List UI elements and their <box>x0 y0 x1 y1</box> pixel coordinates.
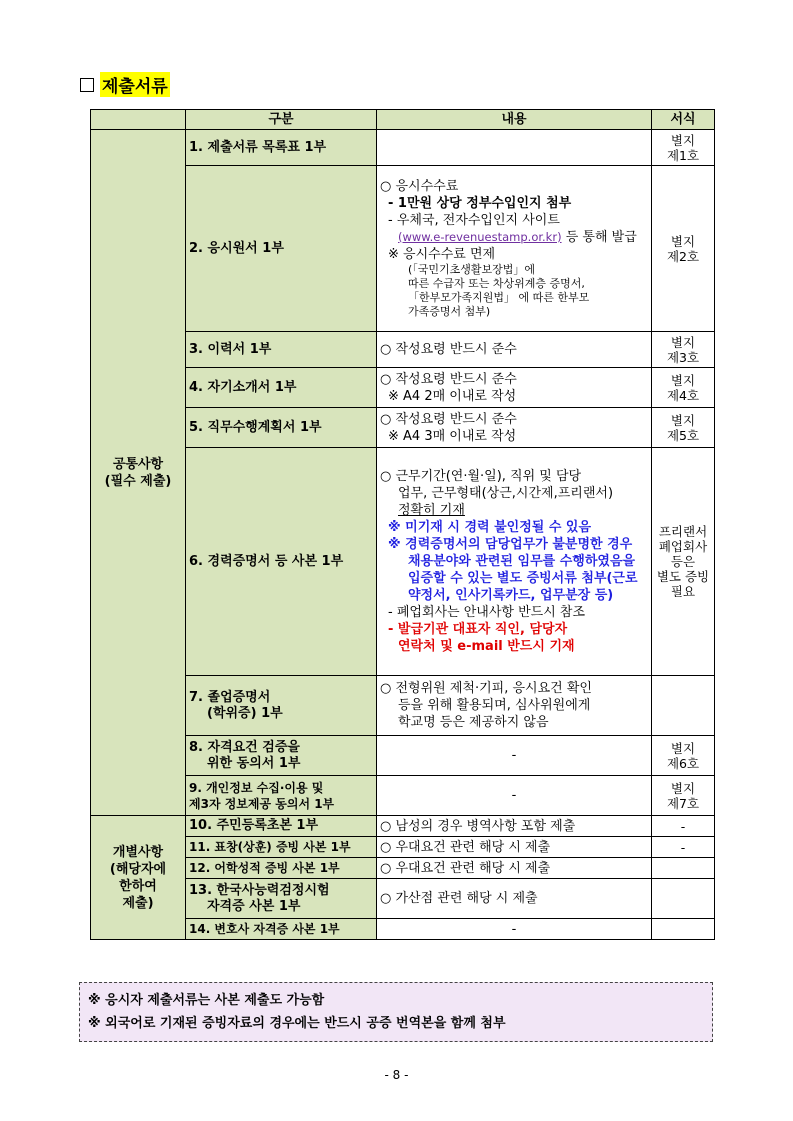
item-label: 3. 이력서 1부 <box>186 332 377 368</box>
item-content: ○ 근무기간(연·월·일), 직위 및 담당 업무, 근무형태(상근,시간제,프리랜서) 정확히 기재 ※ 미기재 시 경력 불인정될 수 있음 ※ 경력증명서의 담당업무가 불분명한 경우 채용분야와 관련된 임무를 수행하였음을 입증할 수 있는 별도 증빙서류 첨부(근로 약정서, 인사기록카드, 업무분장 등) - 폐업회사는 안내사항 반드시 참조 - 발급기관 대표자 직인, 담당자 연락처 및 e-mail 반드시 기재 <box>377 448 652 676</box>
checkbox-square-icon <box>80 78 94 92</box>
form-cell <box>652 858 715 879</box>
table-header-row <box>91 110 715 130</box>
group-individual: 개별사항 (해당자에 한하여 제출) <box>91 816 186 940</box>
item-label: 4. 자기소개서 1부 <box>186 368 377 408</box>
item-content: ○ 작성요령 반드시 준수 ※ A4 2매 이내로 작성 <box>377 368 652 408</box>
item-content: ○ 응시수수료 - 1만원 상당 정부수입인지 첨부 - 우체국, 전자수입인지 사이트 (www.e-revenuestamp.or.kr) 등 통해 발급 ※ 응시수수료 면제 (「국민기초생활보장법」에 따른 수급자 또는 차상위계층 증명서, 「한부모가족지원법」 에 따른 한부모 가족증명서 첨부) <box>377 166 652 332</box>
form-cell <box>652 879 715 919</box>
item-content: ○ 우대요건 관련 해당 시 제출 <box>377 858 652 879</box>
form-cell: 별지 제3호 <box>652 332 715 368</box>
form-cell: 프리랜서 폐업회사 등은 별도 증빙 필요 <box>652 448 715 676</box>
item-content: ○ 작성요령 반드시 준수 <box>377 332 652 368</box>
header-content: 내용 <box>377 110 652 130</box>
documents-table <box>90 109 715 940</box>
item-label: 9. 개인정보 수집·이용 및 제3자 정보제공 동의서 1부 <box>186 776 377 816</box>
form-cell: - <box>652 816 715 837</box>
form-cell: 별지 제2호 <box>652 166 715 332</box>
item-content: ○ 남성의 경우 병역사항 포함 제출 <box>377 816 652 837</box>
group-common: 공통사항 (필수 제출) <box>91 130 186 816</box>
form-cell <box>652 676 715 736</box>
notice-line: ※ 응시자 제출서류는 사본 제출도 가능함 <box>88 993 325 1008</box>
section-heading <box>80 72 170 97</box>
table-row <box>91 130 715 166</box>
item-content: - <box>377 776 652 816</box>
item-label: 2. 응시원서 1부 <box>186 166 377 332</box>
header-blank <box>91 110 186 130</box>
notice-line: ※ 외국어로 기재된 증빙자료의 경우에는 반드시 공증 번역본을 함께 첨부 <box>88 1016 506 1031</box>
item-label: 1. 제출서류 목록표 1부 <box>186 130 377 166</box>
notice-box <box>79 982 713 1042</box>
item-label: 8. 자격요건 검증을 위한 동의서 1부 <box>186 736 377 776</box>
item-content: ○ 가산점 관련 해당 시 제출 <box>377 879 652 919</box>
item-label: 12. 어학성적 증빙 사본 1부 <box>186 858 377 879</box>
item-label: 6. 경력증명서 등 사본 1부 <box>186 448 377 676</box>
form-cell: - <box>652 837 715 858</box>
revenue-stamp-link[interactable]: (www.e-revenuestamp.or.kr) <box>398 230 562 244</box>
table-row <box>91 816 715 837</box>
item-content: ○ 우대요건 관련 해당 시 제출 <box>377 837 652 858</box>
item-label: 5. 직무수행계획서 1부 <box>186 408 377 448</box>
form-cell: 별지 제1호 <box>652 130 715 166</box>
item-content: ○ 작성요령 반드시 준수 ※ A4 3매 이내로 작성 <box>377 408 652 448</box>
header-form: 서식 <box>652 110 715 130</box>
item-label: 13. 한국사능력검정시험 자격증 사본 1부 <box>186 879 377 919</box>
item-content: - <box>377 919 652 940</box>
form-cell <box>652 919 715 940</box>
form-cell: 별지 제4호 <box>652 368 715 408</box>
form-cell: 별지 제5호 <box>652 408 715 448</box>
item-content: - <box>377 736 652 776</box>
item-label: 11. 표창(상훈) 증빙 사본 1부 <box>186 837 377 858</box>
item-label: 7. 졸업증명서 (학위증) 1부 <box>186 676 377 736</box>
item-content <box>377 130 652 166</box>
section-title: 제출서류 <box>100 72 170 97</box>
item-label: 10. 주민등록초본 1부 <box>186 816 377 837</box>
item-content: ○ 전형위원 제척·기피, 응시요건 확인 등을 위해 활용되며, 심사위원에게 학교명 등은 제공하지 않음 <box>377 676 652 736</box>
item-label: 14. 변호사 자격증 사본 1부 <box>186 919 377 940</box>
header-category: 구분 <box>186 110 377 130</box>
form-cell: 별지 제6호 <box>652 736 715 776</box>
form-cell: 별지 제7호 <box>652 776 715 816</box>
page-number: - 8 - <box>384 1068 409 1082</box>
